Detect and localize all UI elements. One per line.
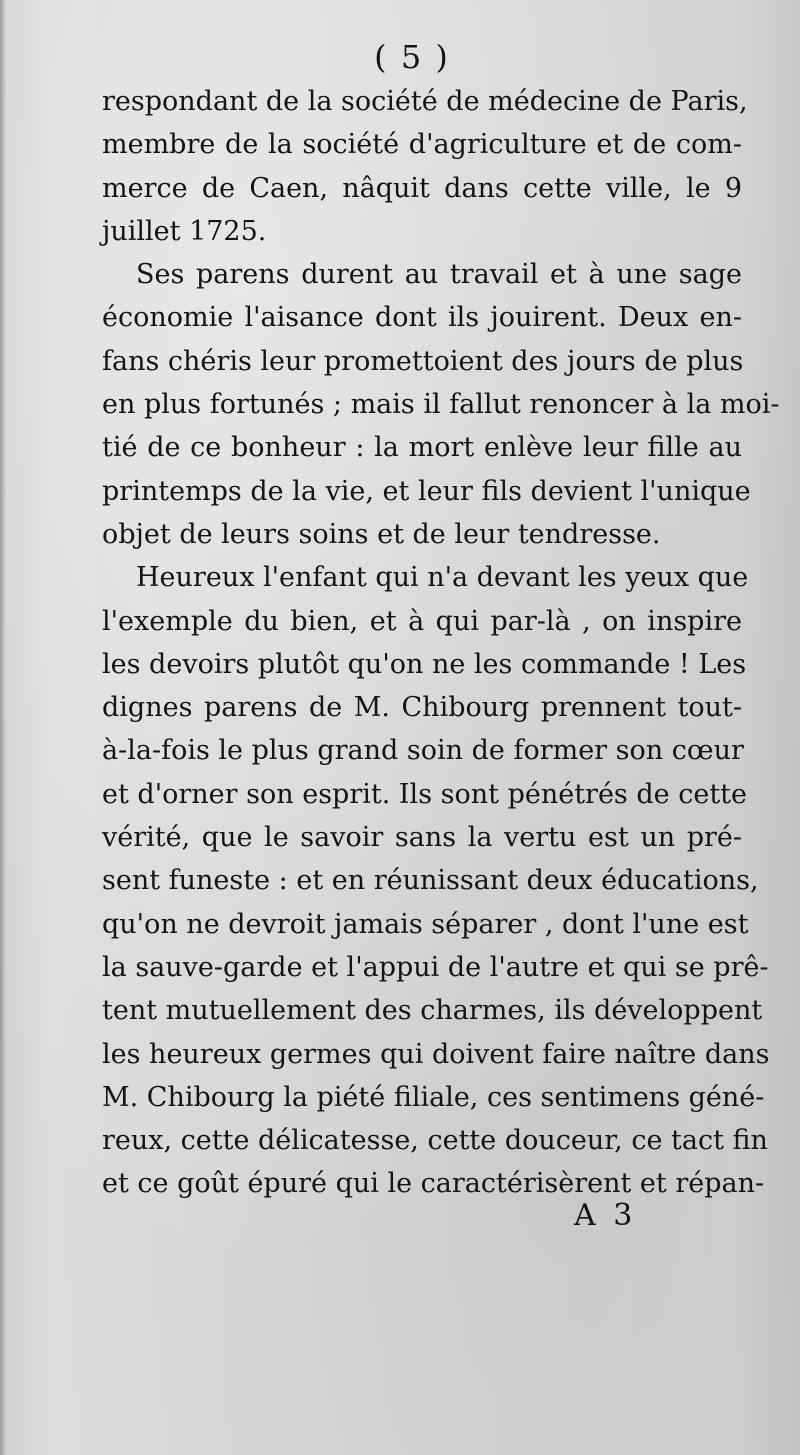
text-line: vérité, que le savoir sans la vertu est un pré- <box>102 822 742 854</box>
text-line: les devoirs plutôt qu'on ne les commande ! Les <box>102 648 747 680</box>
text-line: économie l'aisance dont ils jouirent. Deux en- <box>102 302 742 334</box>
body-text <box>102 80 780 1206</box>
text-line: et ce goût épuré qui le caractérisèrent et répan- <box>102 1168 765 1200</box>
text-line: qu'on ne devroit jamais séparer , dont l'une est <box>102 908 749 940</box>
paragraph-2 <box>102 253 780 556</box>
text-line: tié de ce bonheur : la mort enlève leur fille au <box>102 432 742 464</box>
text-line: juillet 1725. <box>102 215 267 247</box>
text-line: printemps de la vie, et leur fils devient l'unique <box>102 475 751 507</box>
text-line: et d'orner son esprit. Ils sont pénétrés de cette <box>102 778 747 810</box>
text-line: M. Chibourg la piété filiale, ces sentimens géné- <box>102 1081 765 1113</box>
text-line: l'exemple du bien, et à qui par-là , on inspire <box>102 605 742 637</box>
text-line: reux, cette délicatesse, cette douceur, ce tact fin <box>102 1125 768 1157</box>
text-line: Ses parens durent au travail et à une sage <box>136 259 742 291</box>
text-line: Heureux l'enfant qui n'a devant les yeux que <box>136 562 749 594</box>
text-line: sent funeste : et en réunissant deux éducations, <box>102 865 759 897</box>
paragraph-3 <box>102 556 770 1205</box>
text-line: fans chéris leur promettoient des jours de plus <box>102 345 744 377</box>
text-line: dignes parens de M. Chibourg prennent tout- <box>102 692 742 724</box>
text-line: merce de Caen, nâquit dans cette ville, le 9 <box>102 172 742 204</box>
paragraph-1 <box>102 80 748 253</box>
text-line: à-la-fois le plus grand soin de former son cœur <box>102 735 744 767</box>
text-line: en plus fortunés ; mais il fallut renoncer à la moi- <box>102 389 780 421</box>
text-line: respondant de la société de médecine de Paris, <box>102 86 748 117</box>
text-line: objet de leurs soins et de leur tendresse. <box>102 518 661 550</box>
text-line: tent mutuellement des charmes, ils développent <box>102 995 763 1027</box>
text-line: la sauve-garde et l'appui de l'autre et qui se prê- <box>102 951 769 983</box>
signature-mark: A 3 <box>574 1198 637 1233</box>
page-edge-shadow <box>0 0 6 1455</box>
page-number: ( 5 ) <box>374 38 450 76</box>
text-line: membre de la société d'agriculture et de com- <box>102 129 742 161</box>
text-line: les heureux germes qui doivent faire naître dans <box>102 1038 770 1070</box>
